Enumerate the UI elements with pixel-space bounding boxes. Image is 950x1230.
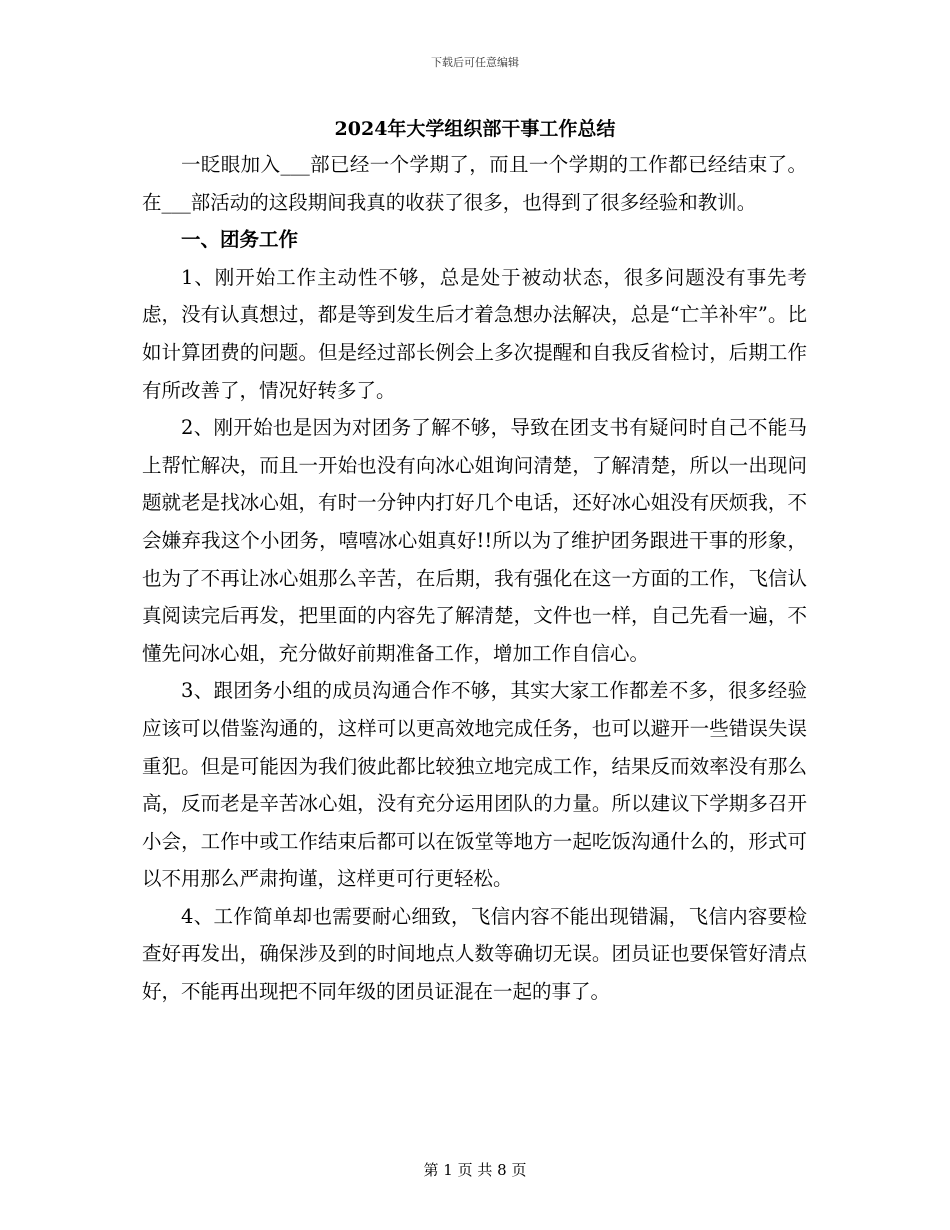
header-note: 下载后可任意编辑: [431, 56, 519, 69]
document-body: [142, 146, 807, 1011]
list-item: 4、工作简单却也需要耐心细致，飞信内容不能出现错漏，飞信内容要检查好再发出，确保涉及到的时间地点人数等确切无误。团员证也要保管好清点好，不能再出现把不同年级的团员证混在一起的事了。: [142, 904, 807, 1004]
section-heading: 一、团务工作: [181, 228, 299, 252]
list-item: 2、刚开始也是因为对团务了解不够，导致在团支书有疑问时自己不能马上帮忙解决，而且一开始也没有向冰心姐询问清楚，了解清楚，所以一出现问题就老是找冰心姐，有时一分钟内打好几个电话，还好冰心姐没有厌烦我，不会嫌弃我这个小团务，嘻嘻冰心姐真好!!所以为了维护团务跟进干事的形象，也为了不再让冰心姐那么辛苦，在后期，我有强化在这一方面的工作，飞信认真阅读完后再发，把里面的内容先了解清楚，文件也一样，自己先看一遍，不懂先问冰心姐，充分做好前期准备工作，增加工作自信心。: [142, 416, 807, 665]
document-title: 2024年大学组织部干事工作总结: [334, 118, 616, 140]
list-item: 1、刚开始工作主动性不够，总是处于被动状态，很多问题没有事先考虑，没有认真想过，都是等到发生后才着急想办法解决，总是“亡羊补牢”。比如计算团费的问题。但是经过部长例会上多次提醒和自我反省检讨，后期工作有所改善了，情况好转多了。: [142, 265, 807, 402]
intro-paragraph: 一眨眼加入___部已经一个学期了，而且一个学期的工作都已经结束了。在___部活动的这段期间我真的收获了很多，也得到了很多经验和教训。: [142, 153, 807, 214]
page-number: 第 1 页 共 8 页: [423, 1161, 527, 1179]
list-item: 3、跟团务小组的成员沟通合作不够，其实大家工作都差不多，很多经验应该可以借鉴沟通的，这样可以更高效地完成任务，也可以避开一些错误失误重犯。但是可能因为我们彼此都比较独立地完成工作，结果反而效率没有那么高，反而老是辛苦冰心姐，没有充分运用团队的力量。所以建议下学期多召开小会，工作中或工作结束后都可以在饭堂等地方一起吃饭沟通什么的，形式可以不用那么严肃拘谨，这样更可行更轻松。: [142, 679, 807, 891]
